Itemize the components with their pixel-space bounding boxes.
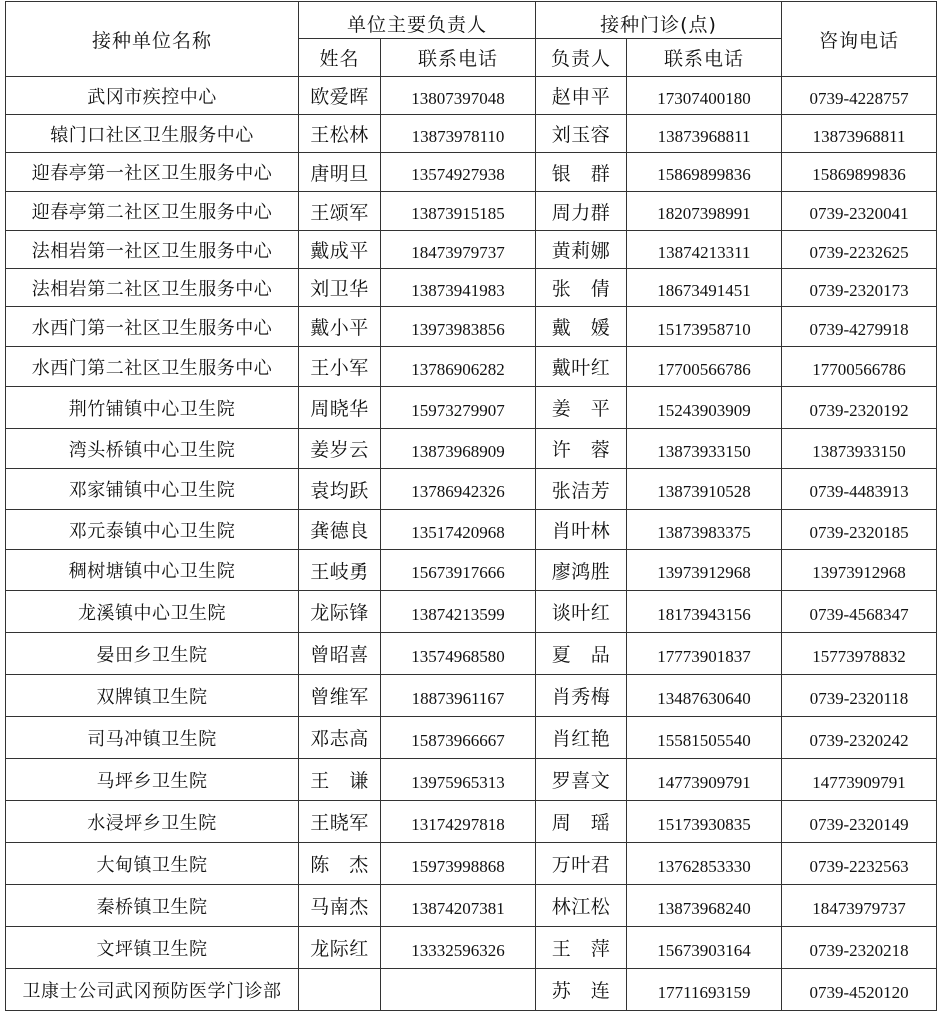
clinic-phone-cell: 17700566786 xyxy=(627,347,782,387)
consult-phone-cell: 0739-4279918 xyxy=(782,307,937,347)
principal-name-cell xyxy=(299,969,381,1011)
principal-name-cell: 刘卫华 xyxy=(299,269,381,307)
principal-phone-cell: 15973998868 xyxy=(381,843,536,885)
clinic-head-cell: 刘玉容 xyxy=(536,115,627,153)
unit-name-cell: 水西门第一社区卫生服务中心 xyxy=(6,307,299,347)
clinic-head-cell: 谈叶红 xyxy=(536,591,627,633)
table-row xyxy=(6,347,937,387)
unit-name-cell: 稠树塘镇中心卫生院 xyxy=(6,550,299,591)
clinic-head-cell: 肖红艳 xyxy=(536,717,627,759)
unit-name-cell: 司马冲镇卫生院 xyxy=(6,717,299,759)
consult-phone-cell: 0739-2232563 xyxy=(782,843,937,885)
table-row xyxy=(6,192,937,231)
table-row xyxy=(6,759,937,801)
unit-name-cell: 马坪乡卫生院 xyxy=(6,759,299,801)
unit-name-cell: 法相岩第一社区卫生服务中心 xyxy=(6,231,299,269)
principal-name-cell: 唐明旦 xyxy=(299,153,381,192)
consult-phone-cell: 0739-4483913 xyxy=(782,469,937,510)
clinic-phone-cell: 18173943156 xyxy=(627,591,782,633)
clinic-phone-cell: 17307400180 xyxy=(627,77,782,115)
table-row xyxy=(6,231,937,269)
principal-name-cell: 王 谦 xyxy=(299,759,381,801)
principal-name-cell: 王岐勇 xyxy=(299,550,381,591)
clinic-phone-cell: 18673491451 xyxy=(627,269,782,307)
principal-name-cell: 王晓军 xyxy=(299,801,381,843)
principal-name-cell: 袁均跃 xyxy=(299,469,381,510)
table-row xyxy=(6,269,937,307)
clinic-head-cell: 王 萍 xyxy=(536,927,627,969)
table-row xyxy=(6,843,937,885)
table-row xyxy=(6,550,937,591)
principal-name-cell: 马南杰 xyxy=(299,885,381,927)
clinic-phone-cell: 15173930835 xyxy=(627,801,782,843)
principal-name-cell: 王颂军 xyxy=(299,192,381,231)
consult-phone-cell: 15773978832 xyxy=(782,633,937,675)
header-principal-phone: 联系电话 xyxy=(381,39,536,77)
principal-phone-cell: 13786906282 xyxy=(381,347,536,387)
clinic-head-cell: 张洁芳 xyxy=(536,469,627,510)
clinic-head-cell: 周 瑶 xyxy=(536,801,627,843)
unit-name-cell: 大甸镇卫生院 xyxy=(6,843,299,885)
principal-phone-cell: 13873968909 xyxy=(381,429,536,469)
clinic-head-cell: 夏 品 xyxy=(536,633,627,675)
principal-phone-cell: 13873978110 xyxy=(381,115,536,153)
table-row xyxy=(6,633,937,675)
principal-name-cell: 陈 杰 xyxy=(299,843,381,885)
unit-name-cell: 文坪镇卫生院 xyxy=(6,927,299,969)
unit-name-cell: 法相岩第二社区卫生服务中心 xyxy=(6,269,299,307)
table-row xyxy=(6,153,937,192)
clinic-head-cell: 姜 平 xyxy=(536,387,627,429)
clinic-head-cell: 黄莉娜 xyxy=(536,231,627,269)
clinic-head-cell: 肖秀梅 xyxy=(536,675,627,717)
principal-phone-cell: 18473979737 xyxy=(381,231,536,269)
principal-name-cell: 龙际红 xyxy=(299,927,381,969)
unit-name-cell: 秦桥镇卫生院 xyxy=(6,885,299,927)
clinic-phone-cell: 13762853330 xyxy=(627,843,782,885)
unit-name-cell: 辕门口社区卫生服务中心 xyxy=(6,115,299,153)
principal-name-cell: 曾昭喜 xyxy=(299,633,381,675)
principal-phone-cell: 13574927938 xyxy=(381,153,536,192)
clinic-head-cell: 赵申平 xyxy=(536,77,627,115)
principal-phone-cell: 15873966667 xyxy=(381,717,536,759)
principal-phone-cell: 13874213599 xyxy=(381,591,536,633)
unit-name-cell: 卫康士公司武冈预防医学门诊部 xyxy=(6,969,299,1011)
clinic-phone-cell: 15869899836 xyxy=(627,153,782,192)
principal-name-cell: 邓志高 xyxy=(299,717,381,759)
principal-phone-cell: 13973983856 xyxy=(381,307,536,347)
principal-phone-cell: 13873941983 xyxy=(381,269,536,307)
unit-name-cell: 双牌镇卫生院 xyxy=(6,675,299,717)
consult-phone-cell: 18473979737 xyxy=(782,885,937,927)
principal-name-cell: 王小军 xyxy=(299,347,381,387)
unit-name-cell: 水西门第二社区卫生服务中心 xyxy=(6,347,299,387)
principal-phone-cell: 13874207381 xyxy=(381,885,536,927)
consult-phone-cell: 0739-2320149 xyxy=(782,801,937,843)
consult-phone-cell: 13873968811 xyxy=(782,115,937,153)
principal-phone-cell: 13332596326 xyxy=(381,927,536,969)
principal-phone-cell: 13975965313 xyxy=(381,759,536,801)
clinic-head-cell: 戴 媛 xyxy=(536,307,627,347)
clinic-head-cell: 张 倩 xyxy=(536,269,627,307)
clinic-phone-cell: 13973912968 xyxy=(627,550,782,591)
principal-name-cell: 戴成平 xyxy=(299,231,381,269)
table-row xyxy=(6,387,937,429)
principal-phone-cell: 13574968580 xyxy=(381,633,536,675)
principal-name-cell: 龙际锋 xyxy=(299,591,381,633)
clinic-head-cell: 林江松 xyxy=(536,885,627,927)
table-row xyxy=(6,885,937,927)
table-row xyxy=(6,969,937,1011)
consult-phone-cell: 13873933150 xyxy=(782,429,937,469)
consult-phone-cell: 0739-2320185 xyxy=(782,510,937,550)
unit-name-cell: 水浸坪乡卫生院 xyxy=(6,801,299,843)
consult-phone-cell: 14773909791 xyxy=(782,759,937,801)
unit-name-cell: 湾头桥镇中心卫生院 xyxy=(6,429,299,469)
clinic-phone-cell: 13874213311 xyxy=(627,231,782,269)
table-row xyxy=(6,927,937,969)
vaccination-contact-table xyxy=(5,1,937,1011)
header-principal-name: 姓名 xyxy=(299,39,381,77)
unit-name-cell: 迎春亭第二社区卫生服务中心 xyxy=(6,192,299,231)
principal-phone-cell: 13786942326 xyxy=(381,469,536,510)
principal-phone-cell: 13517420968 xyxy=(381,510,536,550)
header-consult-phone: 咨询电话 xyxy=(782,2,937,77)
principal-phone-cell: 15973279907 xyxy=(381,387,536,429)
unit-name-cell: 邓元泰镇中心卫生院 xyxy=(6,510,299,550)
clinic-phone-cell: 15243903909 xyxy=(627,387,782,429)
clinic-phone-cell: 15673903164 xyxy=(627,927,782,969)
header-row-1 xyxy=(6,2,937,39)
consult-phone-cell: 0739-2320192 xyxy=(782,387,937,429)
clinic-phone-cell: 18207398991 xyxy=(627,192,782,231)
table-row xyxy=(6,115,937,153)
unit-name-cell: 晏田乡卫生院 xyxy=(6,633,299,675)
principal-name-cell: 欧爱晖 xyxy=(299,77,381,115)
table-row xyxy=(6,801,937,843)
header-clinic-head: 负责人 xyxy=(536,39,627,77)
header-clinic-phone: 联系电话 xyxy=(627,39,782,77)
clinic-head-cell: 银 群 xyxy=(536,153,627,192)
unit-name-cell: 龙溪镇中心卫生院 xyxy=(6,591,299,633)
unit-name-cell: 荆竹铺镇中心卫生院 xyxy=(6,387,299,429)
header-clinic: 接种门诊(点) xyxy=(536,2,782,39)
table-row xyxy=(6,591,937,633)
table-row xyxy=(6,675,937,717)
principal-phone-cell: 13807397048 xyxy=(381,77,536,115)
table-row xyxy=(6,469,937,510)
clinic-head-cell: 廖鸿胜 xyxy=(536,550,627,591)
principal-name-cell: 曾维军 xyxy=(299,675,381,717)
clinic-phone-cell: 13873910528 xyxy=(627,469,782,510)
table-row xyxy=(6,77,937,115)
clinic-head-cell: 许 蓉 xyxy=(536,429,627,469)
clinic-phone-cell: 17711693159 xyxy=(627,969,782,1011)
clinic-phone-cell: 15581505540 xyxy=(627,717,782,759)
table-row xyxy=(6,717,937,759)
table-row xyxy=(6,429,937,469)
principal-phone-cell: 15673917666 xyxy=(381,550,536,591)
clinic-phone-cell: 17773901837 xyxy=(627,633,782,675)
consult-phone-cell: 0739-2232625 xyxy=(782,231,937,269)
consult-phone-cell: 0739-2320218 xyxy=(782,927,937,969)
unit-name-cell: 武冈市疾控中心 xyxy=(6,77,299,115)
clinic-phone-cell: 15173958710 xyxy=(627,307,782,347)
table-row xyxy=(6,307,937,347)
clinic-head-cell: 苏 连 xyxy=(536,969,627,1011)
header-principal: 单位主要负责人 xyxy=(299,2,536,39)
principal-name-cell: 王松林 xyxy=(299,115,381,153)
principal-name-cell: 龚德良 xyxy=(299,510,381,550)
header-unit-name: 接种单位名称 xyxy=(6,2,299,77)
table-row xyxy=(6,510,937,550)
consult-phone-cell: 13973912968 xyxy=(782,550,937,591)
consult-phone-cell: 0739-2320041 xyxy=(782,192,937,231)
consult-phone-cell: 0739-4228757 xyxy=(782,77,937,115)
clinic-phone-cell: 13873968240 xyxy=(627,885,782,927)
consult-phone-cell: 0739-4568347 xyxy=(782,591,937,633)
principal-phone-cell: 13873915185 xyxy=(381,192,536,231)
unit-name-cell: 邓家铺镇中心卫生院 xyxy=(6,469,299,510)
clinic-head-cell: 罗喜文 xyxy=(536,759,627,801)
consult-phone-cell: 0739-2320173 xyxy=(782,269,937,307)
clinic-head-cell: 万叶君 xyxy=(536,843,627,885)
consult-phone-cell: 15869899836 xyxy=(782,153,937,192)
unit-name-cell: 迎春亭第一社区卫生服务中心 xyxy=(6,153,299,192)
clinic-phone-cell: 13873968811 xyxy=(627,115,782,153)
principal-phone-cell xyxy=(381,969,536,1011)
consult-phone-cell: 0739-4520120 xyxy=(782,969,937,1011)
consult-phone-cell: 17700566786 xyxy=(782,347,937,387)
clinic-head-cell: 周力群 xyxy=(536,192,627,231)
clinic-phone-cell: 13487630640 xyxy=(627,675,782,717)
principal-phone-cell: 13174297818 xyxy=(381,801,536,843)
clinic-phone-cell: 13873983375 xyxy=(627,510,782,550)
clinic-head-cell: 戴叶红 xyxy=(536,347,627,387)
consult-phone-cell: 0739-2320242 xyxy=(782,717,937,759)
clinic-head-cell: 肖叶林 xyxy=(536,510,627,550)
principal-name-cell: 姜岁云 xyxy=(299,429,381,469)
principal-phone-cell: 18873961167 xyxy=(381,675,536,717)
principal-name-cell: 周晓华 xyxy=(299,387,381,429)
consult-phone-cell: 0739-2320118 xyxy=(782,675,937,717)
clinic-phone-cell: 13873933150 xyxy=(627,429,782,469)
principal-name-cell: 戴小平 xyxy=(299,307,381,347)
clinic-phone-cell: 14773909791 xyxy=(627,759,782,801)
